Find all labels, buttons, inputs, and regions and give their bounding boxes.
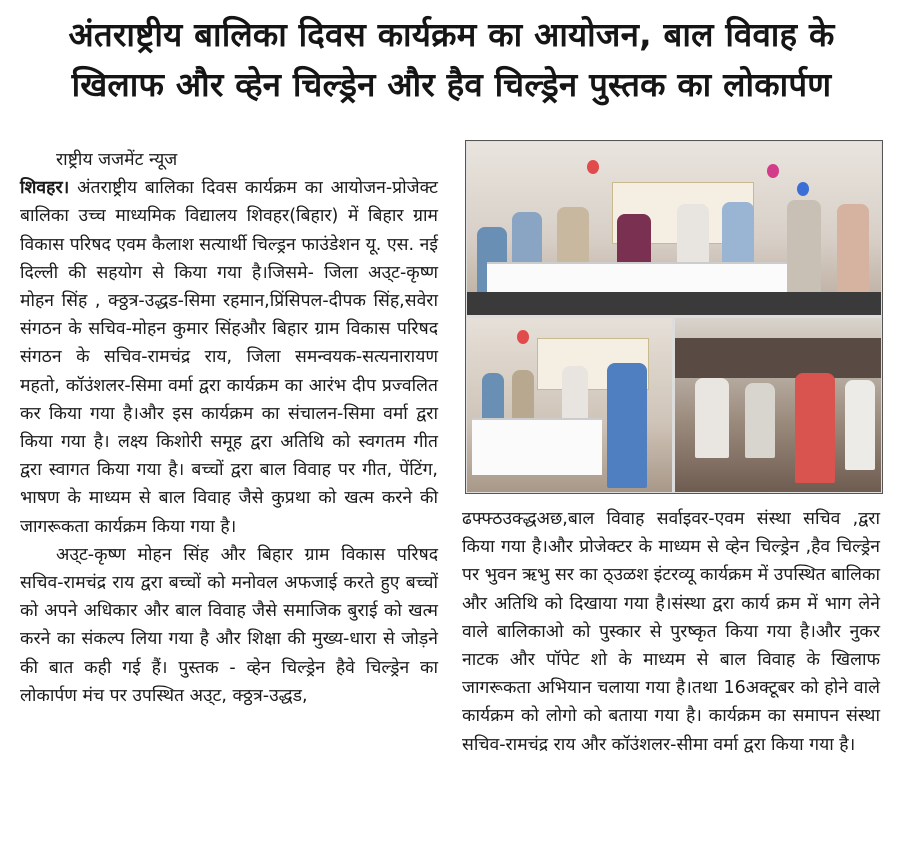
balloon bbox=[587, 160, 599, 174]
article-column-left bbox=[20, 146, 438, 710]
person bbox=[845, 380, 875, 470]
stage-table bbox=[487, 262, 787, 294]
person bbox=[795, 373, 835, 483]
article-column-right bbox=[462, 505, 880, 759]
speaker bbox=[607, 363, 647, 488]
headline-line-1: अंतराष्ट्रीय बालिका दिवस कार्यक्रम का आयोजन, बाल विवाह के bbox=[68, 15, 835, 54]
person bbox=[695, 378, 729, 458]
balloon bbox=[797, 182, 809, 196]
paragraph-2: अउ्ट-कृष्ण मोहन सिंह और बिहार ग्राम विकास परिषद सचिव-रामचंद्र राय द्वरा बच्चों को मनोवल अफजाई करते हुए बच्चों को अपने अधिकार और बाल विवाह जैसे समाजिक बुराई को खत्म करने का संकल्प लिया गया है और शिक्षा की मुख्य-धारा से जोड़ने की बात कही गई हैं। पुस्तक - व्हेन चिल्ड्रेन हैवे चिल्ड्रेन का लोकार्पण मंच पर उपस्थित अउ्ट, क्ठ्ठत्र-उद्धड, bbox=[20, 544, 438, 706]
person bbox=[837, 204, 869, 300]
photo-collage bbox=[465, 140, 883, 494]
audience-rows bbox=[675, 338, 881, 378]
stage-table bbox=[472, 418, 602, 475]
photo-audience bbox=[675, 318, 881, 492]
person bbox=[745, 383, 775, 458]
dateline: शिवहर। bbox=[20, 178, 70, 199]
photo-speaker bbox=[467, 318, 672, 492]
photo-stage-event bbox=[467, 142, 881, 315]
paragraph-1-text: अंतराष्ट्रीय बालिका दिवस कार्यक्रम का आयोजन-प्रोजेक्ट बालिका उच्च माध्यमिक विद्यालय शिवहर(बिहार) में बिहार ग्राम विकास परिषद एवम कैलाश सत्यार्थी चिल्ड्रन फाउंडेशन यू. एस. नई दिल्ली की सहयोग से किया गया है।जिसमे- जिला अउ्ट-कृष्ण मोहन सिंह , क्ठ्ठत्र-उद्धड-सिमा रहमान,प्रिंसिपल-दीपक सिंह,सवेरा संगठन के सचिव-मोहन कुमार सिंहऔर बिहार ग्राम विकास परिषद संगठन के सचिव-रामचंद्र राय, जिला समन्वयक-सत्यनारायण महतो, कॉउंशलर-सिमा वर्मा द्वरा कार्यक्रम का आरंभ दीप प्रज्वलित कर किया गया है।और इस कार्यक्रम का संचालन-सिमा वर्मा द्वरा किया गया है। लक्ष्य किशोरी समूह द्वरा अतिथि को स्वगतम गीत द्वरा स्वागत किया गया है। बच्चों द्वरा बाल विवाह पर गीत, पेंटिंग, भाषण के माध्यम से बाल विवाह जैसे कुप्रथा को खत्म करने की जागरूकता कार्यक्रम किया गया है। bbox=[20, 178, 438, 537]
paragraph-3: ढफ्फ्ठउक्द्धअछ,बाल विवाह सर्वाइवर-एवम संस्था सचिव ,द्वरा किया गया है।और प्रोजेक्टर के माध्यम से व्हेन चिल्ड्रेन ,हैव चिल्ड्रेन पर भुवन ऋभु सर का ठ्उळश इंटरव्यू कार्यक्रम में उपस्थित बालिका और अतिथि को दिखाया गया है।संस्था द्वरा कार्य क्रम में भाग लेने वाले बालिकाओ को पुस्कार से पुरष्कृत किया गया है।और नुकर नाटक और पॉपेट शो के माध्यम से बाल विवाह के खिलाफ जागरूकता अभियान चलाया गया है।तथा 16अक्टूबर को होने वाले कार्यक्रम को लोगो को बताया गया है। कार्यक्रम का समापन संस्था सचिव-रामचंद्र राय और कॉउंशलर-सीमा वर्मा द्वरा किया गया है। bbox=[462, 509, 880, 755]
balloon bbox=[517, 330, 529, 344]
person bbox=[512, 370, 534, 422]
byline: राष्ट्रीय जजमेंट न्यूज bbox=[56, 150, 178, 170]
headline bbox=[0, 10, 903, 110]
person bbox=[787, 200, 821, 300]
audience-heads bbox=[467, 292, 881, 315]
balloon bbox=[767, 164, 779, 178]
person bbox=[482, 373, 504, 423]
person bbox=[562, 366, 588, 426]
paragraph-1 bbox=[20, 174, 438, 541]
headline-line-2: खिलाफ और व्हेन चिल्ड्रेन और हैव चिल्ड्रेन पुस्तक का लोकार्पण bbox=[71, 65, 832, 104]
